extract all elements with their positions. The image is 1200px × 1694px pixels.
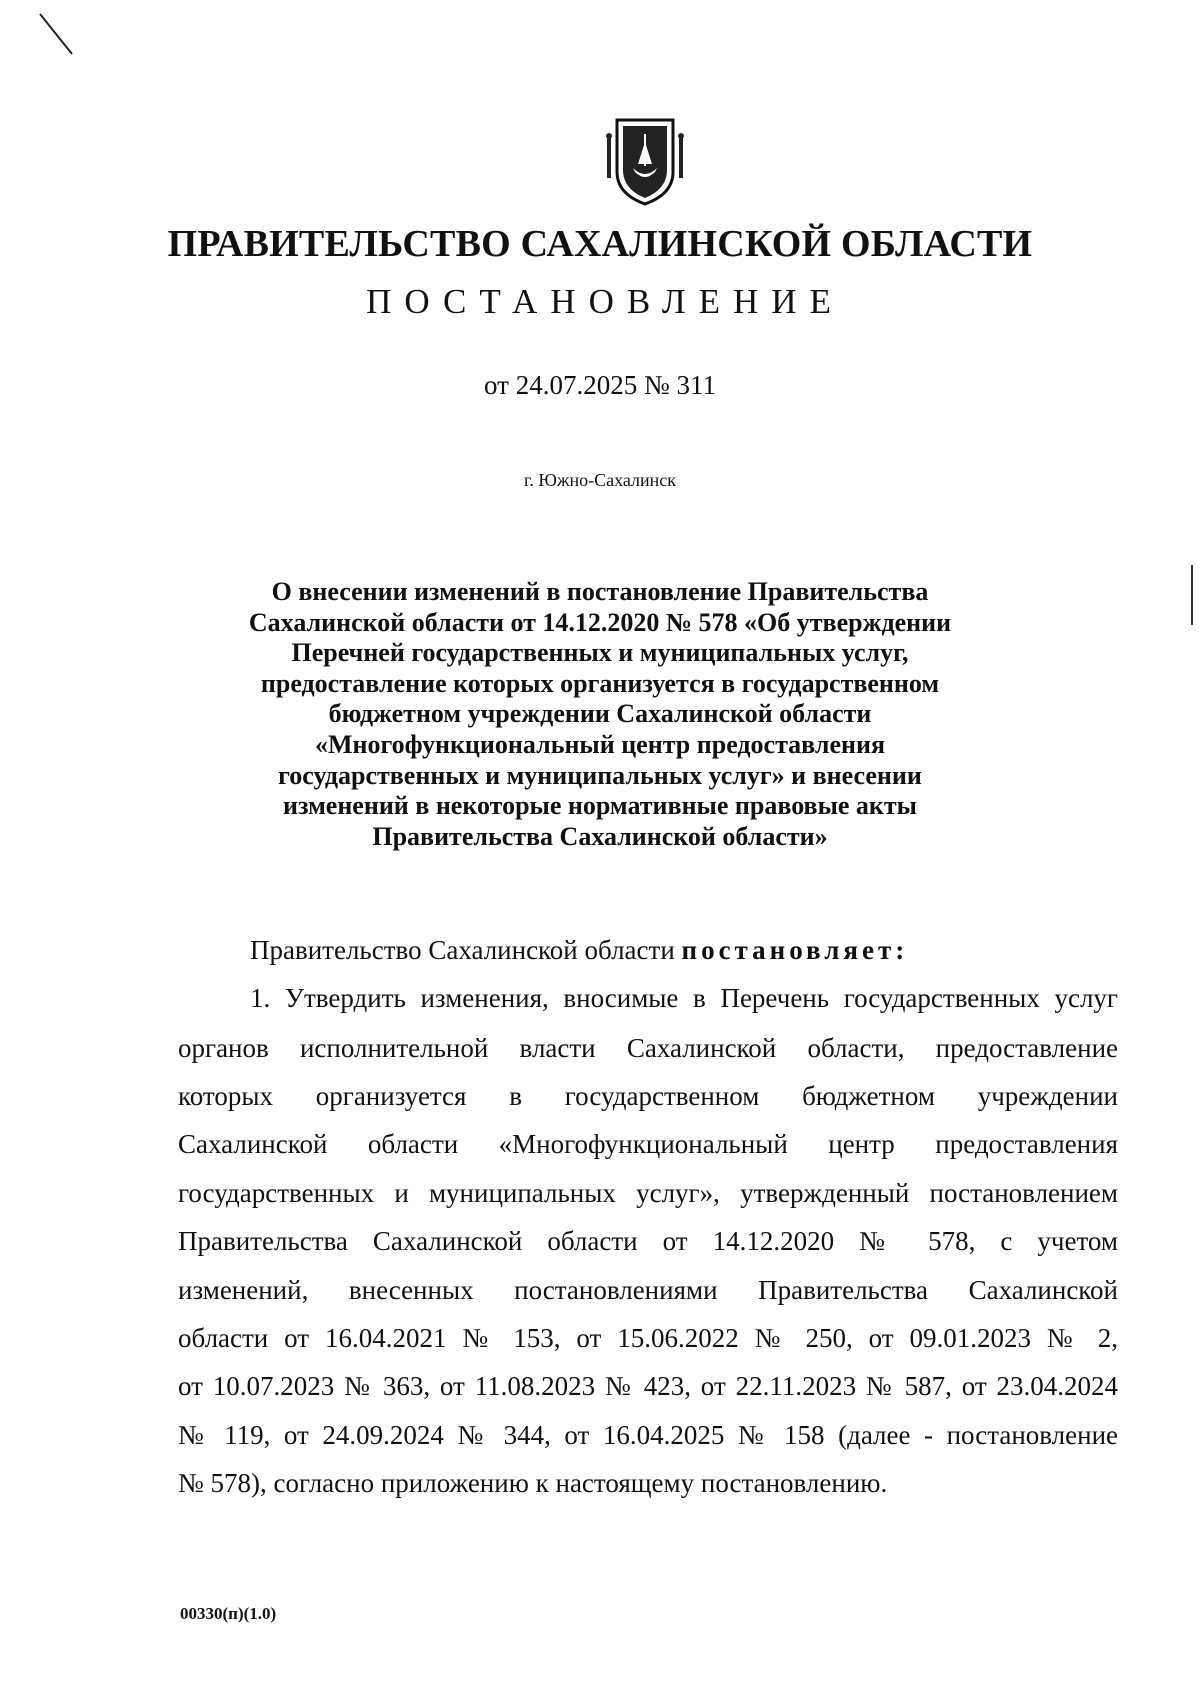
coat-of-arms-icon (597, 112, 693, 208)
title-line: бюджетном учреждении Сахалинской области (328, 699, 872, 729)
document-date-number: от 24.07.2025 № 311 (484, 370, 716, 400)
title-line: О внесении изменений в постановление Правительства (271, 577, 929, 606)
paragraph-line: изменений, внесенных постановлениями Правительства Сахалинской (178, 1275, 1118, 1305)
paragraph-line: государственных и муниципальных услуг», утвержденный постановлением (178, 1178, 1118, 1208)
paragraph-line: № 119, от 24.09.2024 № 344, от 16.04.2025 № 158 (далее - постановление (178, 1420, 1118, 1450)
paragraph-line: Правительства Сахалинской области от 14.12.2020 № 578, с учетом (178, 1226, 1118, 1256)
document-title (220, 577, 980, 852)
paragraph-line: органов исполнительной власти Сахалинской области, предоставление (178, 1033, 1118, 1063)
intro-emphasis: постановляет: (681, 935, 909, 965)
organization-name: ПРАВИТЕЛЬСТВО САХАЛИНСКОЙ ОБЛАСТИ (167, 223, 1033, 265)
title-line: «Многофункциональный центр предоставления (314, 729, 886, 759)
scan-artifact-edge (1188, 565, 1196, 627)
paragraph-line: которых организуется в государственном бюджетном учреждении (178, 1081, 1118, 1111)
title-line: Правительства Сахалинской области» (372, 821, 828, 851)
title-line: предоставление которых организуется в государственном (260, 668, 940, 698)
title-line: государственных и муниципальных услуг» и внесении (278, 760, 922, 790)
title-line: Сахалинской области от 14.12.2020 № 578 «Об утверждении (248, 607, 952, 637)
document-city: г. Южно-Сахалинск (523, 470, 677, 490)
document-type: ПОСТАНОВЛЕНИЕ (366, 282, 844, 321)
title-line: Перечней государственных и муниципальных услуг, (291, 638, 909, 668)
paragraph-line: области от 16.04.2021 № 153, от 15.06.2022 № 250, от 09.01.2023 № 2, (178, 1323, 1118, 1353)
paragraph-line: Сахалинской области «Многофункциональный центр предоставления (178, 1129, 1118, 1159)
paragraph-line: № 578), согласно приложению к настоящему постановлению. (178, 1468, 888, 1498)
intro-text: Правительство Сахалинской области (250, 935, 675, 965)
form-code: 00330(п)(1.0) (180, 1604, 277, 1623)
title-line: изменений в некоторые нормативные правовые акты (283, 791, 917, 821)
paragraph-line: 1. Утвердить изменения, вносимые в Перечень государственных услуг (250, 983, 1118, 1013)
scan-artifact-mark (36, 10, 86, 60)
resolution-intro (250, 935, 908, 966)
paragraph-line: от 10.07.2023 № 363, от 11.08.2023 № 423, от 22.11.2023 № 587, от 23.04.2024 (178, 1371, 1118, 1401)
